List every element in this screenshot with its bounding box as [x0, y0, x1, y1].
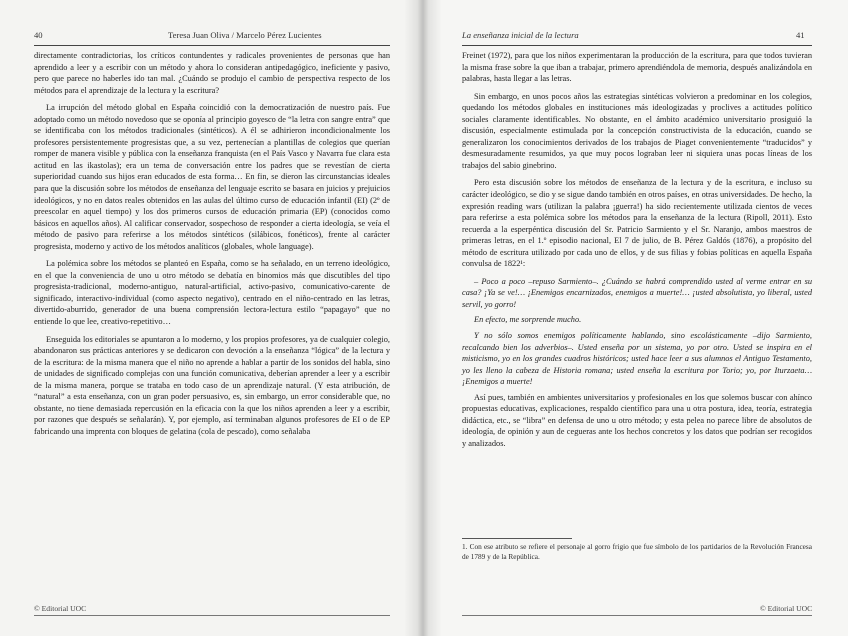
left-footer: © Editorial UOC [34, 604, 87, 613]
footnote: 1. Con ese atributo se refiere el personaje al gorro frigio que fue símbolo de los partidarios de la Revolución Francesa de 1789 y de la República. [462, 542, 812, 561]
left-paragraph-4: Enseguida los editoriales se apuntaron a lo moderno, y los propios profesores, ya de cualquier colegio, abandonaron sus prácticas anteriores y se dedicaron con devoción a la enseñanza “lógica” de la lectura y de la escritura: de la misma manera que el niño no aprende a hablar a partir de los sonidos del habla, sino de unidades de significado complejas con una función comunicativa, deberían aprender a leer y a escribir de la misma manera, porque se trataba en todo caso de un aprendizaje natural. (Y esta atribución, de “natural” a esta enseñanza, con un gran poder persuasivo, es, sin embargo, un error considerable que, no obstante, no tiene demasiada repercusión en la eficacia con la que los niños aprenden a leer y a escribir, por razones que después se señalarán). Y, por ejemplo, así terminaban algunos profesores de EI o de EP fabricando una imprenta con bloques de gelatina (cola de pescado), como señalaba [34, 334, 390, 436]
galdos-quote-1: – Poco a poco –repuso Sarmiento–. ¿Cuándo se habrá comprendido usted al verme entrar en su casa? ¡Ya se ve!… ¡Enemigos encarnizados, enemigos a muerte!… ¡usted absolutista, yo liberal, usted servil, yo gorro! [462, 276, 812, 309]
left-paragraph-1: directamente contradictorias, los críticos contundentes y radicales provenientes de personas que han aprendido a leer y a escribir con un método y ahora lo consideran antipedagógico, ineficiente y pasivo, pero que parece no haberles ido tan mal. ¿Cuándo se produjo el cambio de perspectiva respecto de los métodos para el aprendizaje de la lectura y la escritura? [34, 51, 390, 95]
galdos-quote-2: En efecto, me sorprende mucho. [474, 315, 582, 325]
left-page-number: 40 [34, 30, 43, 40]
right-paragraph-1: Freinet (1972), para que los niños experimentaran la producción de la escritura, para que todos tuvieran la misma frase sobre la que iban a trabajar, primero aprendiéndola de memoria, después analizándola en palabras, hasta llegar a las letras. [462, 51, 812, 84]
left-header-rule [34, 45, 390, 46]
left-body-text [34, 50, 390, 444]
right-running-head: La enseñanza inicial de la lectura [462, 30, 579, 40]
right-footer: © Editorial UOC [760, 604, 813, 613]
right-page [422, 0, 848, 636]
right-paragraph-2: Sin embargo, en unos pocos años las estrategias sintéticas volvieron a predominar en los colegios, quedando los métodos globales en instituciones más ideologizadas y proclives a actitudes político sociales claramente identificables. No obstante, en el ámbito académico universitario prosiguió la discusión, especialmente estimulada por la concepción constructivista de la educación, cuando se generalizaron los conocimientos derivados de los trabajos de Piaget convenientemente “traducidos” y desmesuradamente resumidos, ya que muy pocos lograban leer ni siquiera unas pocas líneas de los trabajos del sabio ginebrino. [462, 91, 812, 170]
footnote-rule [462, 538, 572, 539]
right-closing-paragraph: Así pues, también en ambientes universitarios y profesionales en los que solemos buscar con ahínco propuestas educativas, explicaciones, respaldo científico para una u otra postura, idea, teoría, estrategia didáctica, etc., se “libra” en defensa de uno u otro método; y esta pelea no parece libre de absolutos de ideología, de opinión y aun de cegueras ante los hechos concretos y los datos que podrían ser recogidos y analizados. [462, 392, 812, 448]
left-running-head: Teresa Juan Oliva / Marcelo Pérez Lucientes [168, 30, 322, 40]
right-page-number: 41 [796, 30, 805, 40]
right-body-text [462, 50, 812, 456]
left-paragraph-3: La polémica sobre los métodos se planteó en España, como se ha señalado, en un terreno ideológico, en el que la conveniencia de uno u otro método se debatía en binomios más que discutibles del tipo progresista-tradicional, moderno-antiguo, natural-artificial, activo-pasivo, comunicativo-carente de significado, interactivo-individual (como aspecto negativo), centrado en el niño-centrado en las letras, divertido-aburrido, generador de una buena comprensión lectora-lectura estilo “papagayo” que no entiende lo que lee, creativo-repetitivo… [34, 259, 390, 327]
right-footer-bar [462, 615, 812, 616]
galdos-quote-3: Y no sólo somos enemigos políticamente hablando, sino escolásticamente –dijo Sarmiento, recalcando bien los adverbios–. Usted enseña por un sistema, yo por otro. Usted se inspira en el misticismo, yo en los grandes cuadros históricos; usted hace leer a sus alumnos el Antiguo Testamento, yo les lleno la cabeza de Historia romana; usted enseña la escritura por Torio; yo, por Iturzaeta… ¡Enemigos a muerte! [462, 331, 812, 387]
right-header-rule [462, 45, 812, 46]
left-paragraph-2: La irrupción del método global en España coincidió con la democratización de nuestro país. Fue adoptado como un método novedoso que se oponía al principio goyesco de “la letra con sangre entra” que se identificaba con los métodos tradicionales (sintéticos). A él se adhirieron incondicionalmente los profesores persistentemente progresistas que, a su vez, pertenecían a plantillas de colegios que querían romper de manera visible y pública con la enseñanza franquista (en el País Vasco y Navarra fue clara esta actitud en las ikastolas); era un tema de conversación entre los padres que se revestían de cierta superioridad cuando sus hijos eran educados de esta forma… En fin, se dieron las circunstancias ideales para que la discusión sobre los métodos de enseñanza del lenguaje escrito se basara en juicios y prejuicios ideológicos, y no en datos reales obtenidos en las aulas del último curso de educación infantil (EI) (2º de preescolar en aquel tiempo) y los dos primeros cursos de educación primaria (EP) (conocidos como básicos en aquellos años). Al calificar conservador, sospechoso de responder a cierta ideología, se veía el método de pasivo para referirse a los métodos sintéticos (silábicos, fonéticos), frente al carácter progresista, moderno y activo de los métodos analíticos (globales, whole language). [34, 103, 390, 251]
right-paragraph-3: Pero esta discusión sobre los métodos de enseñanza de la lectura y de la escritura, e incluso su carácter ideológico, se dio y se sigue dando también en otros países, en otras universidades. De hecho, la expresión reading wars (utilizan la palabra ¡guerra!) ha sido recientemente utilizada cientos de veces para referirse a esta polémica sobre los métodos para la enseñanza de la lectura (Ripoll, 2011). Esto recuerda a la esperpéntica discusión del Sr. Patricio Sarmiento y el Sr. Naranjo, ambos maestros de primeras letras, en el 1.º episodio nacional, El 7 de julio, de B. Pérez Galdós (1876), a propósito del método de escritura utilizado por cada uno de ellos, y de sus filias y fobias políticas en aquella España convulsa de 1822¹: [462, 178, 812, 269]
left-page [0, 0, 422, 636]
left-footer-bar [34, 615, 390, 616]
